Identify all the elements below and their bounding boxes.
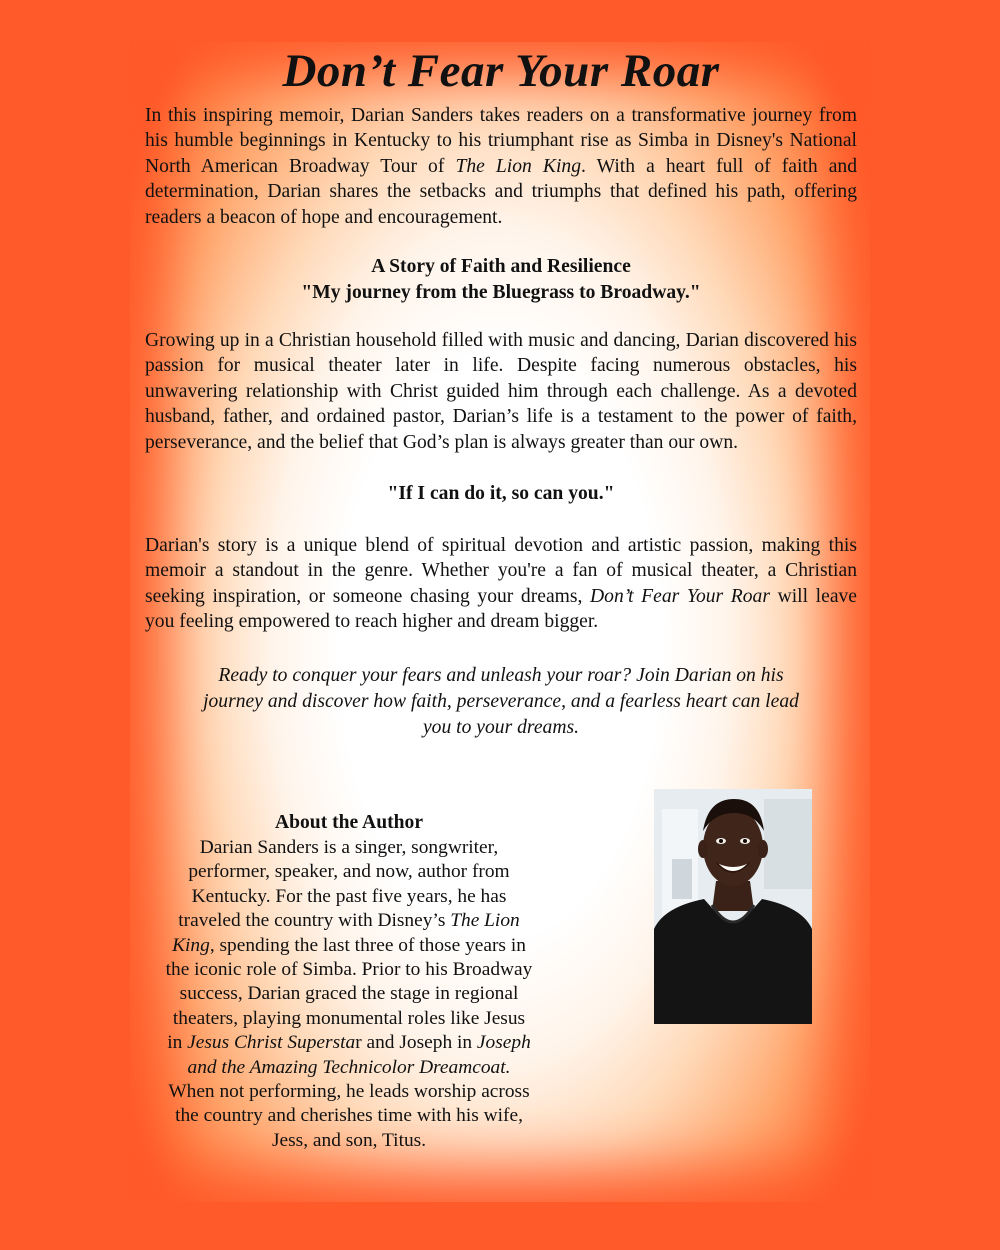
quote: "If I can do it, so can you." xyxy=(387,483,615,505)
about-italic: The Lion xyxy=(450,910,520,932)
section-subheading: "My journey from the Bluegrass to Broadway." xyxy=(301,282,701,304)
about-italic: King xyxy=(172,934,210,956)
blend-text-2: will leave you feeling empowered to reach higher and dream bigger. xyxy=(145,585,858,633)
about-author xyxy=(145,810,553,1153)
cta-line-3: you to your dreams. xyxy=(422,716,579,738)
about-text: traveled the country with Disney’s xyxy=(178,910,451,932)
intro-italic: The Lion King xyxy=(455,155,582,177)
about-line xyxy=(145,1031,553,1055)
about-text: , spending the last three of those years in xyxy=(209,934,526,956)
about-text: in xyxy=(167,1032,188,1054)
about-line: Jess, and son, Titus. xyxy=(271,1129,427,1151)
about-italic: Joseph xyxy=(476,1032,531,1054)
author-photo xyxy=(654,789,812,1024)
blend-text-1: Darian's story is a unique blend of spiritual devotion and artistic passion, making this memoir a standout in the genre. Whether you're a fan of musical theater, a Christian seeking inspiration, or someone chasing your dreams, xyxy=(145,535,857,607)
about-line: the iconic role of Simba. Prior to his Broadway xyxy=(165,959,533,981)
blend-paragraph xyxy=(145,533,857,635)
cta-line-2: journey and discover how faith, perseverance, and a fearless heart can lead xyxy=(203,690,799,712)
intro-text-1: In this inspiring memoir, Darian Sanders takes readers on a transformative journey from his humble beginnings in Kentucky to his triumphant rise as Simba in Disney's National North American Broadway Tour of xyxy=(145,105,857,177)
about-line: success, Darian graced the stage in regional xyxy=(179,983,519,1005)
about-heading: About the Author xyxy=(274,812,424,833)
about-line: performer, speaker, and now, author from xyxy=(188,861,510,883)
about-line xyxy=(145,909,553,933)
main-content xyxy=(145,45,857,741)
blend-italic: Don’t Fear Your Roar xyxy=(590,585,770,607)
author-portrait-icon xyxy=(654,789,812,1024)
about-italic: Jesus Christ Supersta xyxy=(187,1032,356,1054)
about-italic: and the Amazing Technicolor Dreamcoat. xyxy=(187,1056,511,1078)
about-line: the country and cherishes time with his wife, xyxy=(175,1105,523,1127)
intro-text-2: . With a heart full of faith and determination, Darian shares the setbacks and triumphs that defined his path, offering readers a beacon of hope and encouragement. xyxy=(145,155,858,228)
section-heading: A Story of Faith and Resilience xyxy=(371,256,631,278)
about-text: r and Joseph in xyxy=(355,1032,477,1054)
about-line: When not performing, he leads worship across xyxy=(168,1081,530,1103)
about-line xyxy=(145,1056,553,1080)
about-line: theaters, playing monumental roles like Jesus xyxy=(172,1007,526,1029)
intro-paragraph xyxy=(145,103,857,230)
growing-up-paragraph: Growing up in a Christian household filled with music and dancing, Darian discovered his passion for musical theater later in life. Despite facing numerous obstacles, his unwavering relationship with Christ guided him through each challenge. As a devoted husband, father, and ordained pastor, Darian’s life is a testament to the power of faith, perseverance, and the belief that God’s plan is always greater than our own. xyxy=(145,330,857,453)
book-title: Don’t Fear Your Roar xyxy=(282,45,720,97)
about-line: Kentucky. For the past five years, he has xyxy=(191,885,507,907)
about-line xyxy=(145,934,553,958)
cta-line-1: Ready to conquer your fears and unleash your roar? Join Darian on his xyxy=(218,664,784,686)
about-line: Darian Sanders is a singer, songwriter, xyxy=(199,837,499,858)
